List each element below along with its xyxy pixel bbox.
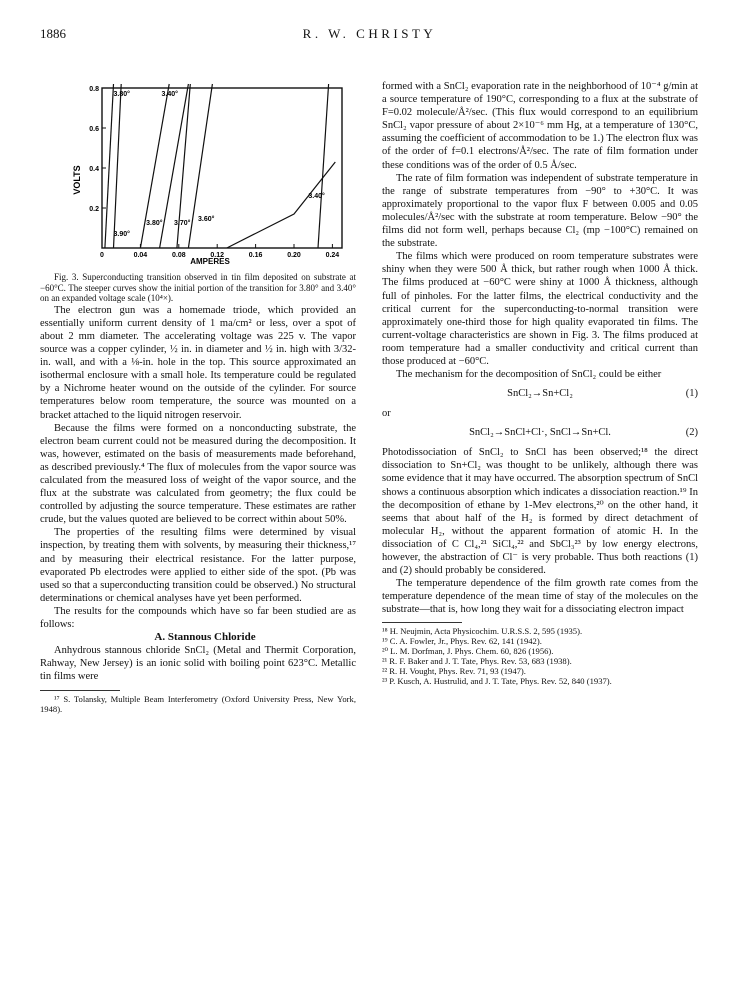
paragraph: Photodissociation of SnCl₂ to SnCl has been observed;¹⁸ the direct dissociation to Sn+Cl₂ was thought to be unlikely, although there was some evidence that it may have occurred. The absorption spectrum of SnCl shows a continuous absorption which indicates a dissociation reaction.¹⁹ In the decomposition of ethane by 1-Mev electrons,²⁰ on the other hand, it seems that about half of the H₂ is formed by direct detachment of molecular H₂, without the apparent formation of atomic H. In the dissociation of C Cl₄,²¹ SiCl₄,²² and SbCl₃²³ by low energy electrons, however, the abstraction of Cl⁻ is very probable. Thus both reactions (1) and (2) should probably be considered.	[382, 447, 698, 577]
chart-axes	[102, 88, 342, 248]
series-curve	[188, 84, 212, 248]
right-column	[382, 80, 698, 686]
figure-3-chart	[40, 80, 356, 268]
plot-frame	[102, 88, 342, 248]
page-header	[40, 26, 699, 46]
footnote: ²² R. H. Vought, Phys. Rev. 71, 93 (1947).	[382, 666, 526, 677]
y-tick-label: 0.8	[89, 86, 99, 93]
paragraph: The mechanism for the decomposition of SnCl₂ could be either	[396, 369, 662, 381]
footnote-rule	[40, 690, 120, 691]
equation-1	[382, 384, 698, 404]
footnote: ¹⁸ H. Neujmin, Acta Physicochim. U.R.S.S. 2, 595 (1935).	[382, 626, 583, 637]
equation-2	[382, 423, 698, 443]
y-tick-label: 0.2	[89, 206, 99, 213]
chart-series	[105, 84, 335, 248]
footnotes	[382, 622, 698, 686]
footnote: ²¹ R. F. Baker and J. T. Tate, Phys. Rev. 53, 683 (1938).	[382, 656, 572, 667]
paragraph: Because the films were formed on a nonconducting substrate, the electron beam current could not be measured during the decomposition. It was, however, estimated on the basis of measurements made beforehand, as described previously.⁴ The flux of molecules from the vapor source was calculated from the measured loss of weight of the vapor source, and the flux at the substrate was calculated from geometry; the flux could be controlled by adjusting the source temperature. These estimates are rather crude, but the values quoted are believed to be correct within about 50%.	[40, 422, 356, 526]
page-number: 1886	[40, 26, 66, 41]
equation-text: SnCl₂→Sn+Cl₂	[507, 388, 573, 400]
paragraph: The results for the compounds which have so far been studied are as follows:	[40, 605, 356, 631]
y-tick-label: 0.4	[89, 166, 99, 173]
equation-number: (2)	[685, 427, 698, 439]
paragraph: The electron gun was a homemade triode, which provided an essentially uniform current density of 1 ma/cm² or less, over a spot of about 2 mm diameter. The accelerating voltage was 225 v. The vapor source was a copper cylinder, ½ in. in diameter and ½ in. high with 3/32-in. wall, and with a ⅛-in. hole in the top. This source approximated an isothermal enclosure with a small hole. Its temperature could be regulated by a Nichrome heater wound on the outside of the cylinder. For source temperatures below room temperature, the source was mounted on a bracket attached to the liquid nitrogen reservoir.	[40, 304, 356, 421]
x-tick-label: 0.12	[210, 252, 225, 259]
section-heading: A. Stannous Chloride	[154, 631, 256, 644]
paragraph: formed with a SnCl₂ evaporation rate in the neighborhood of 10⁻⁴ g/min at a source temperature of 190°C, corresponding to a flux at the substrate of F=0.02 molecule/Å²/sec. (This flux would correspond to an equilibrium SnCl₂ vapor pressure of about 2×10⁻⁶ mm Hg, at a temperature of 130°C, assuming the coefficient of accommodation to be 1.) The electron flux was of the order of f=0.1 electrons/Å²/sec. The rate of film formation under these conditions was of the order of 0.5 Å/sec.	[382, 81, 698, 171]
paragraph: The films which were produced on room temperature substrates were shiny when they were 500 Å thick, but rather rough when 1000 Å thick. The films produced at −60°C were shiny at 1000 Å thickness, although full of pinholes. For the latter films, the electrical conductivity and the critical current for the superconducting-to-normal transition were approximately one-third those for high quality evaporated tin films. The current-voltage characteristics are shown in Fig. 3. The films produced at room temperature had a smaller conductivity and critical current than those produced at −60°C.	[382, 251, 698, 367]
equation-text: SnCl₂→SnCl+Cl·, SnCl→Sn+Cl.	[469, 427, 611, 439]
x-tick-label: 0.20	[287, 252, 301, 259]
y-tick-label: 0.6	[89, 126, 99, 133]
curve-label: 3.90°	[113, 231, 130, 238]
footnote: ¹⁷ S. Tolansky, Multiple Beam Interferometry (Oxford University Press, New York, 1948).	[40, 693, 356, 714]
curve-label: 3.80°	[146, 220, 163, 227]
y-axis-label: VOLTS	[72, 165, 82, 195]
footnote: ¹⁹ C. A. Fowler, Jr., Phys. Rev. 62, 141 (1942).	[382, 636, 542, 647]
figure-3	[40, 80, 356, 268]
x-tick-label: 0.04	[133, 252, 148, 259]
series-curve	[114, 84, 122, 248]
curve-label: 3.80°	[113, 91, 130, 98]
series-curve	[318, 84, 329, 248]
footnote-rule	[382, 622, 462, 623]
curve-label: 3.70°	[174, 220, 191, 227]
running-head: R. W. CHRISTY	[302, 26, 437, 41]
equation-number: (1)	[685, 388, 698, 400]
footnote: ²⁰ L. M. Dorfman, J. Phys. Chem. 60, 826 (1956).	[382, 646, 554, 657]
paragraph: Anhydrous stannous chloride SnCl₂ (Metal and Thermit Corporation, Rahway, New Jersey) is an ionic solid with boiling point 623°C. Metallic tin films were	[40, 645, 356, 683]
x-axis-label: AMPERES	[190, 257, 230, 266]
curve-label: 3.40°	[161, 91, 178, 98]
x-tick-label: 0	[100, 252, 104, 259]
curve-label: 3.60°	[198, 216, 215, 223]
left-column	[40, 80, 356, 714]
curve-label: 3.40°	[308, 193, 325, 200]
paragraph: The rate of film formation was independent of substrate temperature in the range of substrate temperatures from −90° to +30°C. It was approximately proportional to the vapor flux F between 0.005 and 0.05 molecules/Å²/sec with the substrate at room temperature. Below −90° the films did not form well, perhaps because Cl₂ (mp −100°C) remained on the substrate.	[382, 172, 698, 250]
series-curve	[105, 84, 114, 248]
x-tick-label: 0.16	[248, 252, 263, 259]
x-tick-label: 0.24	[325, 252, 340, 259]
paragraph: The properties of the resulting films were determined by visual inspection, by treating them with solvents, by measuring their thickness,¹⁷ and by measuring their electrical resistance. For the latter purpose, evaporated Pb electrodes were applied to either side of the spot. (Pb was used so that a superconducting transition could be observed.) No structural determinations or chemical analyses have yet been performed.	[40, 527, 356, 604]
chart-curve-labels	[114, 90, 326, 238]
footnote: ²³ P. Kusch, A. Hustrulid, and J. T. Tate, Phys. Rev. 52, 840 (1937).	[382, 676, 612, 687]
x-tick-label: 0.08	[171, 252, 186, 259]
paragraph: The temperature dependence of the film growth rate comes from the temperature dependence of the mean time of stay of the molecules on the substrate—that is, how long they wait for a dissociating electron impact	[382, 578, 698, 616]
or-text: or	[382, 408, 391, 420]
figure-caption: Fig. 3. Superconducting transition observed in tin film deposited on substrate at −60°C. The steeper curves show the initial portion of the transition for 3.80° and 3.40° on an expanded voltage scale (10⁴×).	[40, 272, 356, 304]
chart-y-ticks	[89, 86, 106, 213]
